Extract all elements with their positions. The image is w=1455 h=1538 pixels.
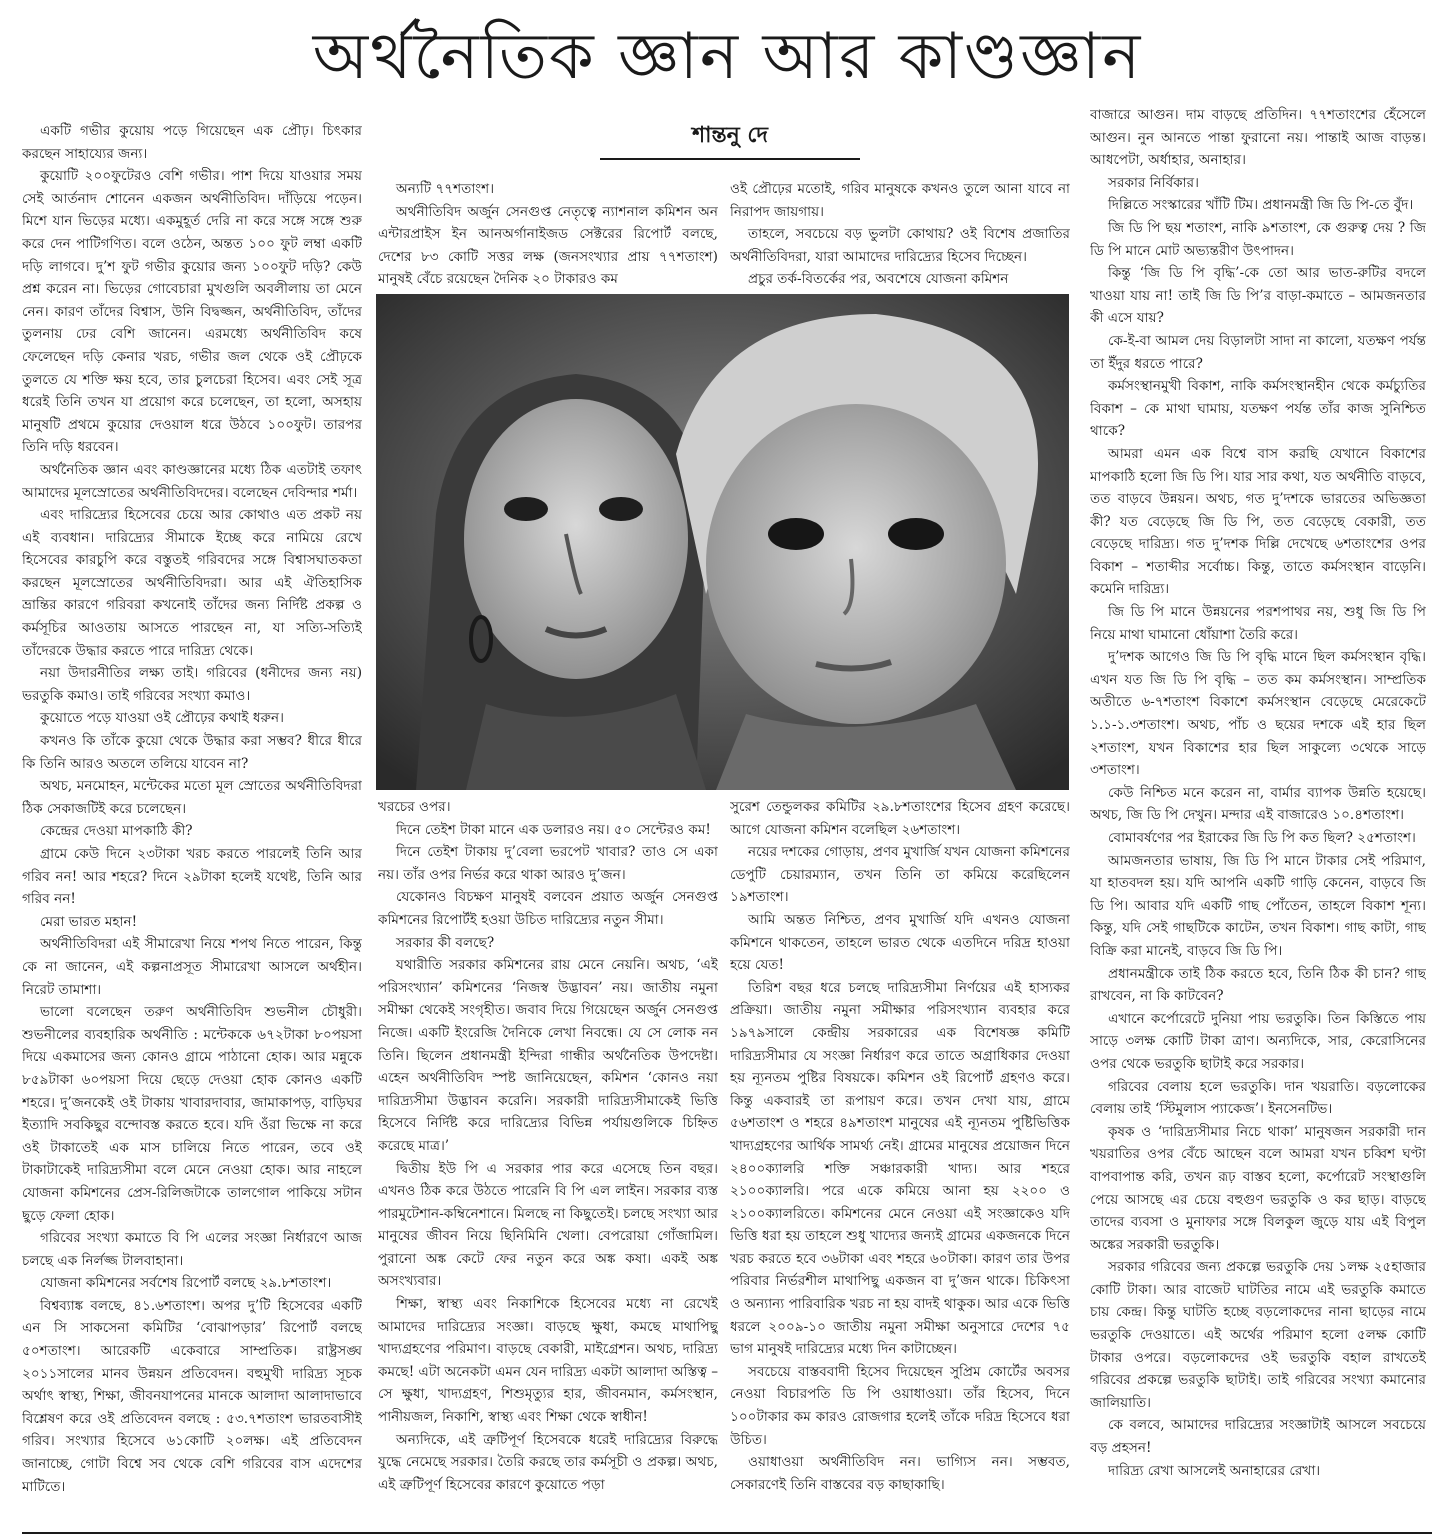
- paragraph: প্রচুর তর্ক-বিতর্কের পর, অবশেষে যোজনা কমিশন: [748, 271, 1009, 288]
- paragraph: সরকার গরিবের জন্য প্রকল্পে ভরতুকি দেয় ১লক্ষ ২৫হাজার কোটি টাকা। আর বাজেট ঘাটতির নামে এই ভরতুকি কমাতে চায় কেন্দ্র। কিন্তু ঘাটতি হচ্ছে বড়লোকদের নানা ছাড়ের নামে ভরতুকি দেওয়াতে। এই অর্থের পরিমাণ হলো ৫লক্ষ কোটি টাকার ওপরে। বড়লোকদের ওই ভরতুকি বহাল রাখতেই গরিবের প্রকল্পে ভরতুকি ছাটাই। তাই গরিবের সংখ্যা কমানোর জালিয়াতি।: [1090, 1259, 1426, 1411]
- paragraph: কখনও কি তাঁকে কুয়ো থেকে উদ্ধার করা সম্ভব? ধীরে ধীরে কি তিনি আরও অতলে তলিয়ে যাবেন না?: [22, 733, 362, 772]
- paragraph: আমি অন্তত নিশ্চিত, প্রণব মুখার্জি যদি এখনও যোজনা কমিশনে থাকতেন, তাহলে ভারত থেকে এতদিনে দরিদ্র হাওয়া হয়ে যেত!: [730, 911, 1070, 974]
- paragraph: সরকার কী বলছে?: [396, 934, 495, 951]
- paragraph: অন্যটি ৭৭শতাংশ।: [396, 181, 495, 197]
- paragraph: যথারীতি সরকার কমিশনের রায় মেনে নেয়নি। অথচ, ‘এই পরিসংখ্যান’ কমিশনের ‘নিজস্ব উদ্ভাবন’ নয়। জাতীয় নমুনা সমীক্ষা থেকেই সংগৃহীত। জবাব দিয়ে গিয়েছেন অর্জুন সেনগুপ্ত নিজে। একটি ইংরেজি দৈনিকে লেখা নিবন্ধে। যে সে লোক নন তিনি। ছিলেন প্রধানমন্ত্রী ইন্দিরা গান্ধীর অর্থনৈতিক উপদেষ্টা। এহেন অর্থনীতিবিদ স্পষ্ট জানিয়েছেন, কমিশন ‘কোনও নয়া দারিদ্র্যসীমা উদ্ভাবন করেনি। সরকারী দারিদ্র্যসীমাকেই ভিত্তি হিসেবে নির্দিষ্ট করে দারিদ্র্যের বিভিন্ন পর্যায়গুলিকে চিহ্নিত করেছে মাত্র।’: [378, 957, 718, 1154]
- paragraph: বোমাবর্ষণের পর ইরাকের জি ডি পি কত ছিল? ২৫শতাংশ।: [1108, 830, 1416, 846]
- paragraph: নয়ের দশকের গোড়ায়, প্রণব মুখার্জি যখন যোজনা কমিশনের ডেপুটি চেয়ারম্যান, তখন তিনি তা কমিয়ে করেছিলেন ১৯শতাংশ।: [730, 844, 1070, 906]
- girl-left-eye: [504, 497, 548, 521]
- paragraph: দিনে তেইশ টাকা মানে এক ডলারও নয়। ৫০ সেন্টেরও কম!: [396, 821, 711, 838]
- bottom-rule: [22, 1532, 1432, 1534]
- paragraph: সুরেশ তেন্ডুলকর কমিটির ২৯.৮শতাংশের হিসেব গ্রহণ করেছে। আগে যোজনা কমিশন বলেছিল ২৬শতাংশ।: [730, 799, 1070, 838]
- paragraph: ওয়াধাওয়া অর্থনীতিবিদ নন। ভাগ্যিস নন। সম্ভবত, সেকারণেই তিনি বাস্তবের বড় কাছাকাছি।: [730, 1454, 1070, 1493]
- paragraph: অর্থনৈতিক জ্ঞান এবং কাণ্ডজ্ঞানের মধ্যে ঠিক এতটাই তফাৎ আমাদের মূলস্রোতের অর্থনীতিবিদদের। বলেছেন দেবিন্দার শর্মা।: [22, 461, 362, 501]
- article-column-1: [22, 120, 362, 1530]
- paragraph: ওই প্রৌঢ়ের মতোই, গরিব মানুষকে কখনও তুলে আনা যাবে না নিরাপদ জায়গায়।: [730, 181, 1070, 220]
- paragraph: যোজনা কমিশনের সর্বশেষ রিপোর্ট বলছে ২৯.৮শতাংশ।: [40, 1275, 332, 1292]
- paragraph: কে-ই-বা আমল দেয় বিড়ালটা সাদা না কালো, যতক্ষণ পর্যন্ত তা ইঁদুর ধরতে পারে?: [1090, 332, 1426, 372]
- paragraph: কিন্তু ‘জি ডি পি বৃদ্ধি’-কে তো আর ভাত-রুটির বদলে খাওয়া যায় না! তাই জি ডি পি’র বাড়া-কমাতে – আমজনতার কী এসে যায়?: [1090, 265, 1426, 327]
- article-column-4: [1090, 104, 1426, 1530]
- paragraph: দ্বিতীয় ইউ পি এ সরকার পার করে এসেছে তিন বছর। এখনও ঠিক করে উঠতে পারেনি বি পি এল লাইন। সরকার ব্যস্ত পারমুটেশান-কম্বিনেশানে। মিলছে না কিছুতেই। চলছে সংখ্যা আর মানুষের জীবন নিয়ে ছিনিমিনি খেলা। বেপরোয়া গোঁজামিল। পুরানো অঙ্ক কেটে ফের নতুন করে অঙ্ক কষা। একই অঙ্ক অসংখ্যবার।: [378, 1160, 718, 1290]
- paragraph: বাজারে আগুন। দাম বাড়ছে প্রতিদিন। ৭৭শতাংশের হেঁসেলে আগুন। নুন আনতে পান্তা ফুরানো নয়। পান্তাই আজ বাড়ন্ত। আধপেটা, অর্ধাহার, অনাহার।: [1090, 107, 1426, 169]
- paragraph: সরকার নির্বিকার।: [1108, 174, 1199, 191]
- paragraph: অন্যদিকে, এই ত্রুটিপূর্ণ হিসেবকে ধরেই দারিদ্র্যের বিরুদ্ধে যুদ্ধে নেমেছে সরকার। তৈরি করছে তার কর্মসূচী ও প্রকল্প। অথচ, এই ত্রুটিপূর্ণ হিসেবের কারণে কুয়োতে পড়া: [378, 1431, 718, 1493]
- paragraph: কৃষক ও ‘দারিদ্র্যসীমার নিচে থাকা’ মানুষজন সরকারী দান খয়রাতির ওপর বেঁচে আছেন বলে আমরা যখন চব্বিশ ঘণ্টা বাপবাপান্ত করি, তখন রূঢ় বাস্তব হলো, কর্পোরেট সংস্থাগুলি পেয়ে আসছে এর চেয়ে বহুগুণ ভরতুকি ও কর ছাড়। বাড়ছে তাদের ব্যবসা ও মুনাফার সঙ্গে বিলকুল জুড়ে যায় এই বিপুল অঙ্কের সরকারী ভরতুকি।: [1090, 1123, 1426, 1253]
- paragraph: গরিবের সংখ্যা কমাতে বি পি এলের সংজ্ঞা নির্ধারণে আজ চলছে এক নির্লজ্জ টালবাহানা।: [22, 1230, 362, 1269]
- paragraph: জি ডি পি মানে উন্নয়নের পরশপাথর নয়, শুধু জি ডি পি নিয়ে মাথা ঘামানো ধোঁয়াশা তৈরি করে।: [1090, 604, 1426, 643]
- paragraph: কুয়োটি ২০০ফুটেরও বেশি গভীর। পাশ দিয়ে যাওয়ার সময় সেই আর্তনাদ শোনেন একজন অর্থনীতিবিদ। দাঁড়িয়ে পড়েন। মিশে যান ভিড়ের মধ্যে। একমুহূর্ত দেরি না করে সঙ্গে সঙ্গে শুরু করে দেন পাটিগণিত। বলে ওঠেন, অন্তত ১০০ ফুট লম্বা একটি দড়ি লাগবে। দু’শ ফুট গভীর কুয়োর জন্য ১০০ফুট দড়ি? কেউ প্রশ্ন করেন না। ভিড়ের গোবেচারা মুখগুলি অবলীলায় তা মেনে নেন। কারণ তাঁদের বিশ্বাস, উনি বিদ্বজ্জন, অর্থনীতিবিদ, তাঁদের তুলনায় ঢের বেশি জানেন। এরমধ্যে অর্থনীতিবিদ কষে ফেলেছেন দড়ি কেনার খরচ, গভীর জল থেকে ওই প্রৌঢ়কে তুলতে যে শক্তি ক্ষয় হবে, তার চুলচেরা হিসেব। এবং সেই সূত্র ধরেই তিনি তখন যা প্রয়োগ করে চলেছেন, তা হলো, অসহায় মানুষটি প্রথমে কুয়োর দেওয়াল ধরে উঠবে ১০০ফুট। তারপর তিনি দড়ি ধরবেন।: [22, 168, 362, 456]
- paragraph: জি ডি পি ছয় শতাংশ, নাকি ৯শতাংশ, কে গুরুত্ব দেয় ? জি ডি পি মানে মোট অভ্যন্তরীণ উৎপাদন।: [1090, 219, 1426, 259]
- paragraph: এখানে কর্পোরেটে দুনিয়া পায় ভরতুকি। তিন কিস্তিতে পায় সাড়ে ৩লক্ষ কোটি টাকা ত্রাণ। অন্যদিকে, সার, কেরোসিনের ওপর থেকে ভরতুকি ছাটাই করে সরকার।: [1090, 1010, 1426, 1072]
- paragraph: অথচ, মনমোহন, মন্টেকের মতো মূল স্রোতের অর্থনীতিবিদরা ঠিক সেকাজটিই করে চলেছেন।: [22, 778, 362, 817]
- girl-right-eye: [599, 497, 643, 521]
- paragraph: শিক্ষা, স্বাস্থ্য এবং নিকাশিকে হিসেবের মধ্যে না রেখেই আমাদের দারিদ্র্যের সংজ্ঞা। বাড়ছে ক্ষুধা, কমছে মাথাপিছু খাদ্যগ্রহণের পরিমাণ। বাড়ছে বেকারী, মাইগ্রেশন। অথচ, দারিদ্র্য কমছে! এটা অনেকটা এমন যেন দারিদ্র্য একটা আলাদা অস্তিত্ব – সে ক্ষুধা, খাদ্যগ্রহণ, শিশুমৃত্যুর হার, জীবনমান, কর্মসংস্থান, পানীয়জল, নিকাশি, স্বাস্থ্য এবং শিক্ষা থেকে স্বাধীন!: [378, 1296, 718, 1426]
- paragraph: কেন্দ্রের দেওয়া মাপকাঠি কী?: [40, 823, 193, 840]
- paragraph: তিরিশ বছর ধরে চলছে দারিদ্র্যসীমা নির্ণয়ের এই হাস্যকর প্রক্রিয়া। জাতীয় নমুনা সমীক্ষার পরিসংখ্যান ব্যবহার করে ১৯৭৯সালে কেন্দ্রীয় সরকারের এক বিশেষজ্ঞ কমিটি দারিদ্র্যসীমার যে সংজ্ঞা নির্ধারণ করে তাতে অগ্রাধিকার দেওয়া হয় ন্যূনতম পুষ্টির বিষয়কে। কমিশন ওই রিপোর্ট গ্রহণও করে। কিন্তু একবারই তা রূপায়ণ করে। তখন দেখা যায়, গ্রামে ৫৬শতাংশ ও শহরে ৪৯শতাংশ মানুষের এই ন্যূনতম পুষ্টিভিত্তিক খাদ্যগ্রহণের আর্থিক সামর্থ্য নেই। গ্রামের মানুষের প্রয়োজন দিনে ২৪০০ক্যালরি শক্তি সঞ্চারকারী খাদ্য। আর শহরে ২১০০ক্যালরি। পরে একে কমিয়ে আনা হয় ২২০০ ও ২১০০ক্যালরিতে। কমিশনের মেনে নেওয়া এই সংজ্ঞাকেও যদি ভিত্তি ধরা হয় তাহলে শুধু খাদ্যের জন্যই গ্রামের একজনকে দিনে খরচ করতে হবে ৩৬টাকা এবং শহরে ৬০টাকা। কারণ তার উপর পরিবার নির্ভরশীল মাথাপিছু একজন বা দু’জন থাকে। চিকিৎসা ও অন্যান্য পারিবারিক খরচ না হয় বাদই থাকুক। আর একে ভিত্তি ধরলে ২০০৯-১০ জাতীয় নমুনা সমীক্ষা অনুসারে দেশের ৭৫ ভাগ মানুষই দারিদ্র্যের মধ্যে দিন কাটাচ্ছেন।: [730, 979, 1070, 1358]
- child-face: [706, 404, 1006, 724]
- paragraph: বিশ্বব্যাঙ্ক বলছে, ৪১.৬শতাংশ। অপর দু’টি হিসেবের একটি এন সি সাকসেনা কমিটির ‘বোঝাপড়ার’ রিপোর্ট বলছে ৫০শতাংশ। আরেকটি একেবারে সাম্প্রতিক। রাষ্ট্রসঙ্ঘ ২০১১সালের মানব উন্নয়ন প্রতিবেদন। বহুমুখী দারিদ্র্য সূচক অর্থাৎ স্বাস্থ্য, শিক্ষা, জীবনযাপনের মানকে আলাদা আলাদাভাবে বিশ্লেষণ করে ওই প্রতিবেদন বলছে : ৫৩.৭শতাংশ ভারতবাসীই গরিব। সংখ্যার হিসেবে ৬১কোটি ২০লক্ষ। এই প্রতিবেদন জানাচ্ছে, গোটা বিশ্বে সব থেকে বেশি গরিবের বাস এদেশের মাটিতে।: [22, 1297, 362, 1495]
- byline: শান্তনু দে: [600, 118, 860, 160]
- paragraph: দিল্লিতে সংস্কারের খাঁটি টিম। প্রধানমন্ত্রী জি ডি পি-তে বুঁদ।: [1108, 197, 1414, 214]
- paragraph: দারিদ্র্য রেখা আসলেই অনাহারের রেখা।: [1108, 1462, 1321, 1479]
- paragraph: প্রধানমন্ত্রীকে তাই ঠিক করতে হবে, তিনি ঠিক কী চান? গাছ রাখবেন, না কি কাটবেন?: [1090, 965, 1426, 1005]
- paragraph: যেকোনও বিচক্ষণ মানুষই বলবেন প্রয়াত অর্জুন সেনগুপ্ত কমিশনের রিপোর্টই হওয়া উচিত দারিদ্র্যের নতুন সীমা।: [378, 889, 718, 928]
- paragraph: সবচেয়ে বাস্তববাদী হিসেব দিয়েছেন সুপ্রিম কোর্টের অবসর নেওয়া বিচারপতি ডি পি ওয়াধাওয়া। তাঁর হিসেব, দিনে ১০০টাকার কম কারও রোজগার হলেই তাঁকে দরিদ্র হিসেবে ধরা উচিত।: [730, 1363, 1070, 1448]
- photo-illustration: [376, 294, 1069, 790]
- paragraph: কর্মসংস্থানমুখী বিকাশ, নাকি কর্মসংস্থানহীন থেকে কর্মচ্যুতির বিকাশ – কে মাথা ঘামায়, যতক্ষণ পর্যন্ত তাঁর কাজ সুনিশ্চিত থাকে?: [1090, 378, 1426, 440]
- paragraph: অর্থনীতিবিদরা এই সীমারেখা নিয়ে শপথ নিতে পারেন, কিন্তু কে না জানেন, এই কল্পনাপ্রসূত সীমারেখা আসলে অর্থহীন। নিরেট তামাশা।: [22, 936, 362, 998]
- paragraph: কুয়োতে পড়ে যাওয়া ওই প্রৌঢ়ের কথাই ধরুন।: [40, 710, 284, 727]
- article-column-2-bottom: [378, 796, 718, 1530]
- headline: অর্থনৈতিক জ্ঞান আর কাণ্ডজ্ঞান: [312, 20, 1143, 94]
- paragraph: আমজনতার ভাষায়, জি ডি পি মানে টাকার সেই পরিমাণ, যা হাতবদল হয়। যদি আপনি একটি গাড়ি কেনেন, বাড়বে জি ডি পি। আবার যদি একটি গাছ পোঁতেন, তাহলে বিকাশ শূন্য। কিন্তু, যদি সেই গাছটিকে কাটেন, তখন বিকাশ। গাছ কাটা, গাছ বিক্রি করা মানেই, বাড়বে জি ডি পি।: [1090, 852, 1426, 959]
- paragraph: অর্থনীতিবিদ অর্জুন সেনগুপ্ত নেতৃত্বে ন্যাশনাল কমিশন অন এন্টারপ্রাইস ইন আনঅর্গানাইজড সেক্টরের রিপোর্ট বলছে, দেশের ৮৩ কোটি সত্তর লক্ষ (জনসংখ্যার প্রায় ৭৭শতাংশ) মানুষই বেঁচে রয়েছেন দৈনিক ২০ টাকারও কম: [378, 203, 718, 288]
- paragraph: তাহলে, সবচেয়ে বড় ভুলটা কোথায়? ওই বিশেষ প্রজাতির অর্থনীতিবিদরা, যারা আমাদের দারিদ্র্যের হিসেব দিচ্ছেন।: [730, 226, 1070, 265]
- paragraph: খরচের ওপর।: [378, 799, 451, 815]
- photo-two-children: [376, 294, 1069, 790]
- paragraph: গ্রামে কেউ দিনে ২৩টাকা খরচ করতে পারলেই তিনি আর গরিব নন! আর শহরে? দিনে ২৯টাকা হলেই যথেষ্ট, তিনি আর গরিব নন!: [22, 846, 362, 908]
- child-right-eye: [888, 518, 944, 550]
- article-column-3-top: [730, 178, 1070, 290]
- paragraph: দু’দশক আগেও জি ডি পি বৃদ্ধি মানে ছিল কর্মসংস্থান বৃদ্ধি। এখন যত জি ডি পি বৃদ্ধি – তত কম কর্মসংস্থান। সাম্প্রতিক অতীতে ৬-৭শতাংশ বিকাশে কর্মসংস্থান বেড়েছে মেরেকেটে ১.১-১.৩শতাংশ। অথচ, পাঁচ ও ছয়ের দশকে এই হার ছিল ২শতাংশ, যখন বিকাশের হার ছিল সাকুল্যে ৩থেকে সাড়ে ৩শতাংশ।: [1090, 649, 1426, 779]
- article-column-2-top: [378, 178, 718, 290]
- paragraph: কেউ নিশ্চিত মনে করেন না, বার্মার ব্যাপক উন্নতি হয়েছে। অথচ, জি ডি পি দেখুন। মন্দার এই বাজারেও ১০.৪শতাংশ।: [1090, 784, 1426, 824]
- article-column-3-bottom: [730, 796, 1070, 1530]
- paragraph: এবং দারিদ্র্যের হিসেবের চেয়ে আর কোথাও এত প্রকট নয় এই ব্যবধান। দারিদ্র্যের সীমাকে ইচ্ছে করে নামিয়ে রেখে হিসেবের কারচুপি করে বস্তুতই গরিবদের সঙ্গে বিশ্বাসঘাতকতা করছেন মূলস্রোতের অর্থনীতিবিদরা। আর এই ঐতিহাসিক ভ্রান্তির কারণে গরিবরা কখনোই তাঁদের জন্য নির্দিষ্ট প্রকল্প ও কর্মসূচির আওতায় আসতে পারছেন না, যা সত্যি-সত্যিই তাঁদেরকে উদ্ধার করতে পারে দারিদ্র্য থেকে।: [22, 507, 362, 659]
- paragraph: আমরা এমন এক বিশ্বে বাস করছি যেখানে বিকাশের মাপকাঠি হলো জি ডি পি। যার সার কথা, যত অর্থনীতি বাড়বে, তত বাড়বে উন্নয়ন। অথচ, গত দু’দশকে ভারতের অভিজ্ঞতা কী? যত বেড়েছে জি ডি পি, তত বেড়েছে বেকারী, তত বেড়েছে দারিদ্র্য। গত দু’দশক দিল্লি দেখেছে ৬শতাংশের ওপর বিকাশ – শতাব্দীর সর্বোচ্চ। কিন্তু, তাতে কর্মসংস্থান বাড়েনি। কমেনি দারিদ্র্য।: [1090, 445, 1426, 598]
- paragraph: গরিবের বেলায় হলে ভরতুকি। দান খয়রাতি। বড়লোকের বেলায় তাই ‘স্টিমুলাস প্যাকেজ’। ইনসেনটিভ।: [1090, 1078, 1426, 1118]
- child-left-eye: [768, 518, 824, 550]
- paragraph: একটি গভীর কুয়োয় পড়ে গিয়েছেন এক প্রৌঢ়। চিৎকার করছেন সাহায্যের জন্য।: [22, 123, 362, 162]
- paragraph: নয়া উদারনীতির লক্ষ্য তাই। গরিবের (ধনীদের জন্য নয়) ভরতুকি কমাও। তাই গরিবের সংখ্যা কমাও।: [22, 665, 362, 704]
- paragraph: মেরা ভারত মহান!: [40, 913, 138, 930]
- paragraph: কে বলবে, আমাদের দারিদ্র্যের সংজ্ঞাটাই আসলে সবচেয়ে বড় প্রহসন!: [1090, 1417, 1426, 1457]
- paragraph: দিনে তেইশ টাকায় দু’বেলা ভরপেট খাবার? তাও সে একা নয়। তাঁর ওপর নির্ভর করে থাকা আরও দু’জন।: [378, 844, 718, 883]
- paragraph: ভালো বলেছেন তরুণ অর্থনীতিবিদ শুভনীল চৌধুরী। শুভনীলের ব্যবহারিক অর্থনীতি : মন্টেককে ৬৭২টাকা ৮০পয়সা দিয়ে একমাসের জন্য কোনও গ্রামে পাঠানো হোক। আর মন্নুকে ৮৫৯টাকা ৬০পয়সা দিয়ে ছেড়ে দেওয়া হোক কোনও একটি শহরে। দু’জনকেই ওই টাকায় খাবারদাবার, জামাকাপড়, বাড়িঘর ইত্যাদি সবকিছুর বন্দোবস্ত করতে হবে। যদি ওঁরা ভিক্ষে না করে ওই টাকাতেই এক মাস চালিয়ে নিতে পারেন, তবে ওই টাকাটাকেই দারিদ্র্যসীমা বলে মেনে নেওয়া হোক। আর নাহলে যোজনা কমিশনের প্রেস-রিলিজটাকে তালগোল পাকিয়ে সটান ছুড়ে ফেলা হোক।: [22, 1004, 362, 1224]
